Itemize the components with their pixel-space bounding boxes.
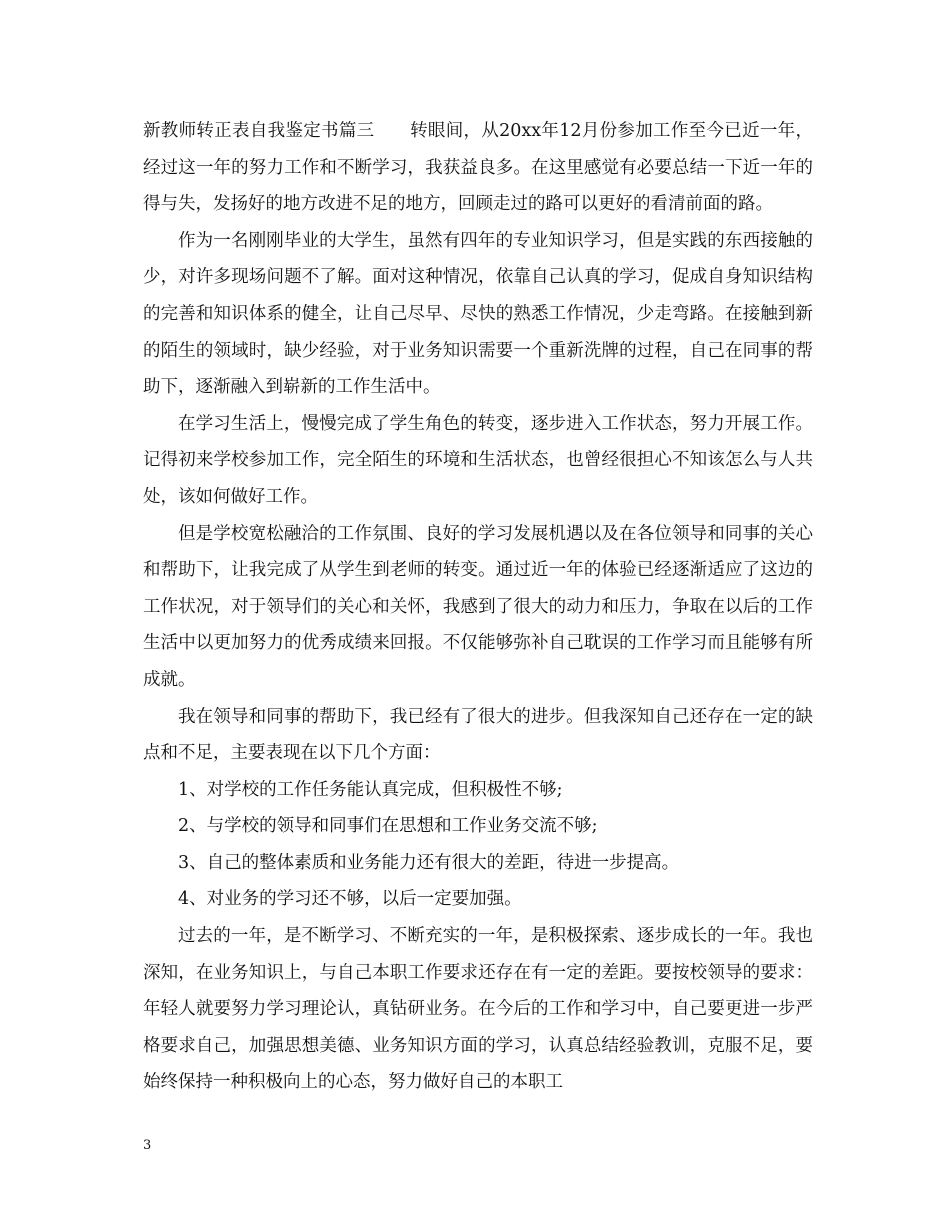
list-item-4: 4、对业务的学习还不够，以后一定要加强。 [178,889,522,910]
list-item-2: 2、与学校的领导和同事们在思想和工作业务交流不够; [178,816,598,837]
document-body [143,113,813,1101]
paragraph-study-life: 在学习生活上，慢慢完成了学生角色的转变，逐步进入工作状态，努力开展工作。 记得初来学校参加工作，完全陌生的环境和生活状态，也曾经很担心不知该怎么与人共处，该如何做好工作。 [143,413,813,507]
paragraph-intro: 新教师转正表自我鉴定书篇三 转眼间，从20xx年12月份参加工作至今已近一年，经过这一年的努力工作和不断学习，我获益良多。在这里感觉有必要总结一下近一年的得与失，发扬好的地方改进不足的地方，回顾走过的路可以更好的看清前面的路。 [143,121,813,215]
paragraph-graduate: 作为一名刚刚毕业的大学生，虽然有四年的专业知识学习，但是实践的东西接触的少，对许多现场问题不了解。面对这种情况，依靠自己认真的学习，促成自身知识结构的完善和知识体系的健全，让自己尽早、尽快的熟悉工作情况，少走弯路。在接触到新的陌生的领域时，缺少经验，对于业务知识需要一个重新洗牌的过程，自己在同事的帮助下，逐渐融入到崭新的工作生活中。 [143,230,813,398]
list-item-3: 3、自己的整体素质和业务能力还有很大的差距，待进一步提高。 [178,852,680,873]
list-item-1: 1、对学校的工作任务能认真完成，但积极性不够; [178,779,563,800]
page-number: 3 [143,1138,152,1153]
paragraph-summary: 过去的一年，是不断学习、不断充实的一年，是积极探索、逐步成长的一年。我也深知，在业务知识上，与自己本职工作要求还存在有一定的差距。要按校领导的要求：年轻人就要努力学习理论认，真钻研业务。在今后的工作和学习中，自己要更进一步严格要求自己，加强思想美德、业务知识方面的学习，认真总结经验教训，克服不足，要始终保持一种积极向上的心态，努力做好自己的本职工 [143,926,813,1093]
paragraph-school-atmosphere: 但是学校宽松融洽的工作氛围、良好的学习发展机遇以及在各位领导和同事的关心和帮助下，让我完成了从学生到老师的转变。通过近一年的体验已经逐渐适应了这边的工作状况，对于领导们的关心和关怀，我感到了很大的动力和压力，争取在以后的工作生活中以更加努力的优秀成绩来回报。不仅能够弥补自己耽误的工作学习而且能够有所成就。 [143,523,813,690]
paragraph-shortcomings-intro: 我在领导和同事的帮助下，我已经有了很大的进步。但我深知自己还存在一定的缺点和不足，主要表现在以下几个方面： [143,706,813,764]
